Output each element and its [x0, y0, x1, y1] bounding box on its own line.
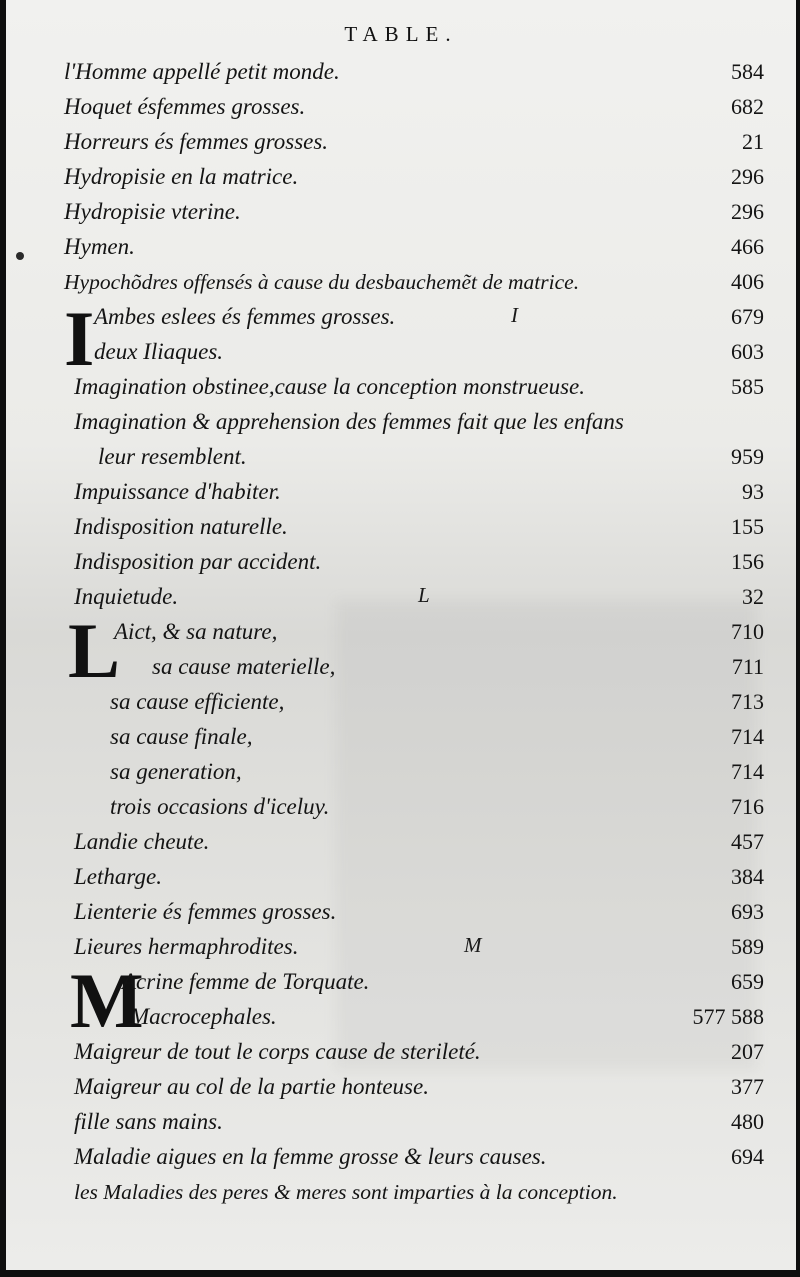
page-header: TABLE.	[344, 22, 458, 46]
section-letter-i: I	[511, 303, 518, 327]
index-entry: Hoquet ésfemmes grosses. 682	[64, 94, 764, 119]
index-entry: Maigreur de tout le corps cause de sterileté. 207	[74, 1039, 764, 1064]
index-entry: Macrocephales. 577 588	[130, 1004, 764, 1029]
index-entry: Landie cheute. 457	[74, 829, 764, 854]
section-letter-m: M	[464, 933, 482, 957]
index-entry: deux Iliaques. 603	[94, 339, 764, 364]
index-entry: Imagination & apprehension des femmes fait que les enfans	[74, 409, 624, 434]
index-entry: Indisposition naturelle. 155	[74, 514, 764, 539]
book-page	[6, 0, 796, 1270]
index-entry: sa cause efficiente, 713	[110, 689, 764, 714]
drop-cap-i: I	[64, 295, 95, 382]
index-entry: Maigreur au col de la partie honteuse. 377	[74, 1074, 764, 1099]
index-entry: trois occasions d'iceluy. 716	[110, 794, 764, 819]
index-entry: Aict, & sa nature, 710	[114, 619, 764, 644]
index-entry: Maladie aigues en la femme grosse & leurs causes. 694	[74, 1144, 764, 1169]
index-entry: sa cause materielle, 711	[152, 654, 764, 679]
index-entry: les Maladies des peres & meres sont imparties à la conception.	[74, 1180, 618, 1204]
index-entry: Inquietude. 32	[74, 584, 764, 609]
section-letter-l: L	[418, 583, 430, 607]
index-entry: sa cause finale, 714	[110, 724, 764, 749]
drop-cap-m: M	[70, 957, 144, 1044]
index-entry: Lienterie és femmes grosses. 693	[74, 899, 764, 924]
index-entry: Acrine femme de Torquate. 659	[122, 969, 764, 994]
index-entry-continuation: leur resemblent. 959	[98, 444, 764, 469]
index-entry: Impuissance d'habiter. 93	[74, 479, 764, 504]
ink-spot	[16, 252, 24, 260]
drop-cap-l: L	[68, 607, 121, 694]
index-entry: Hymen. 466	[64, 234, 764, 259]
index-entry: fille sans mains. 480	[74, 1109, 764, 1134]
index-entry: l'Homme appellé petit monde. 584	[64, 59, 764, 84]
index-entry: Imagination obstinee,cause la conception monstrueuse. 585	[74, 374, 764, 399]
index-entry: Lethargе. 384	[74, 864, 764, 889]
index-entry: Indisposition par accident. 156	[74, 549, 764, 574]
index-entry: Ambes eslees és femmes grosses. 679	[94, 304, 764, 329]
index-entry: Hypochõdres offensés à cause du desbauchemẽt de matrice. 406	[64, 269, 764, 294]
index-entry: sa generation, 714	[110, 759, 764, 784]
index-entry: Hydropisie en la matrice. 296	[64, 164, 764, 189]
index-entry: Horreurs és femmes grosses. 21	[64, 129, 764, 154]
index-entry: Lieures hermaphrodites. 589	[74, 934, 764, 959]
index-entry: Hydropisie vterine. 296	[64, 199, 764, 224]
